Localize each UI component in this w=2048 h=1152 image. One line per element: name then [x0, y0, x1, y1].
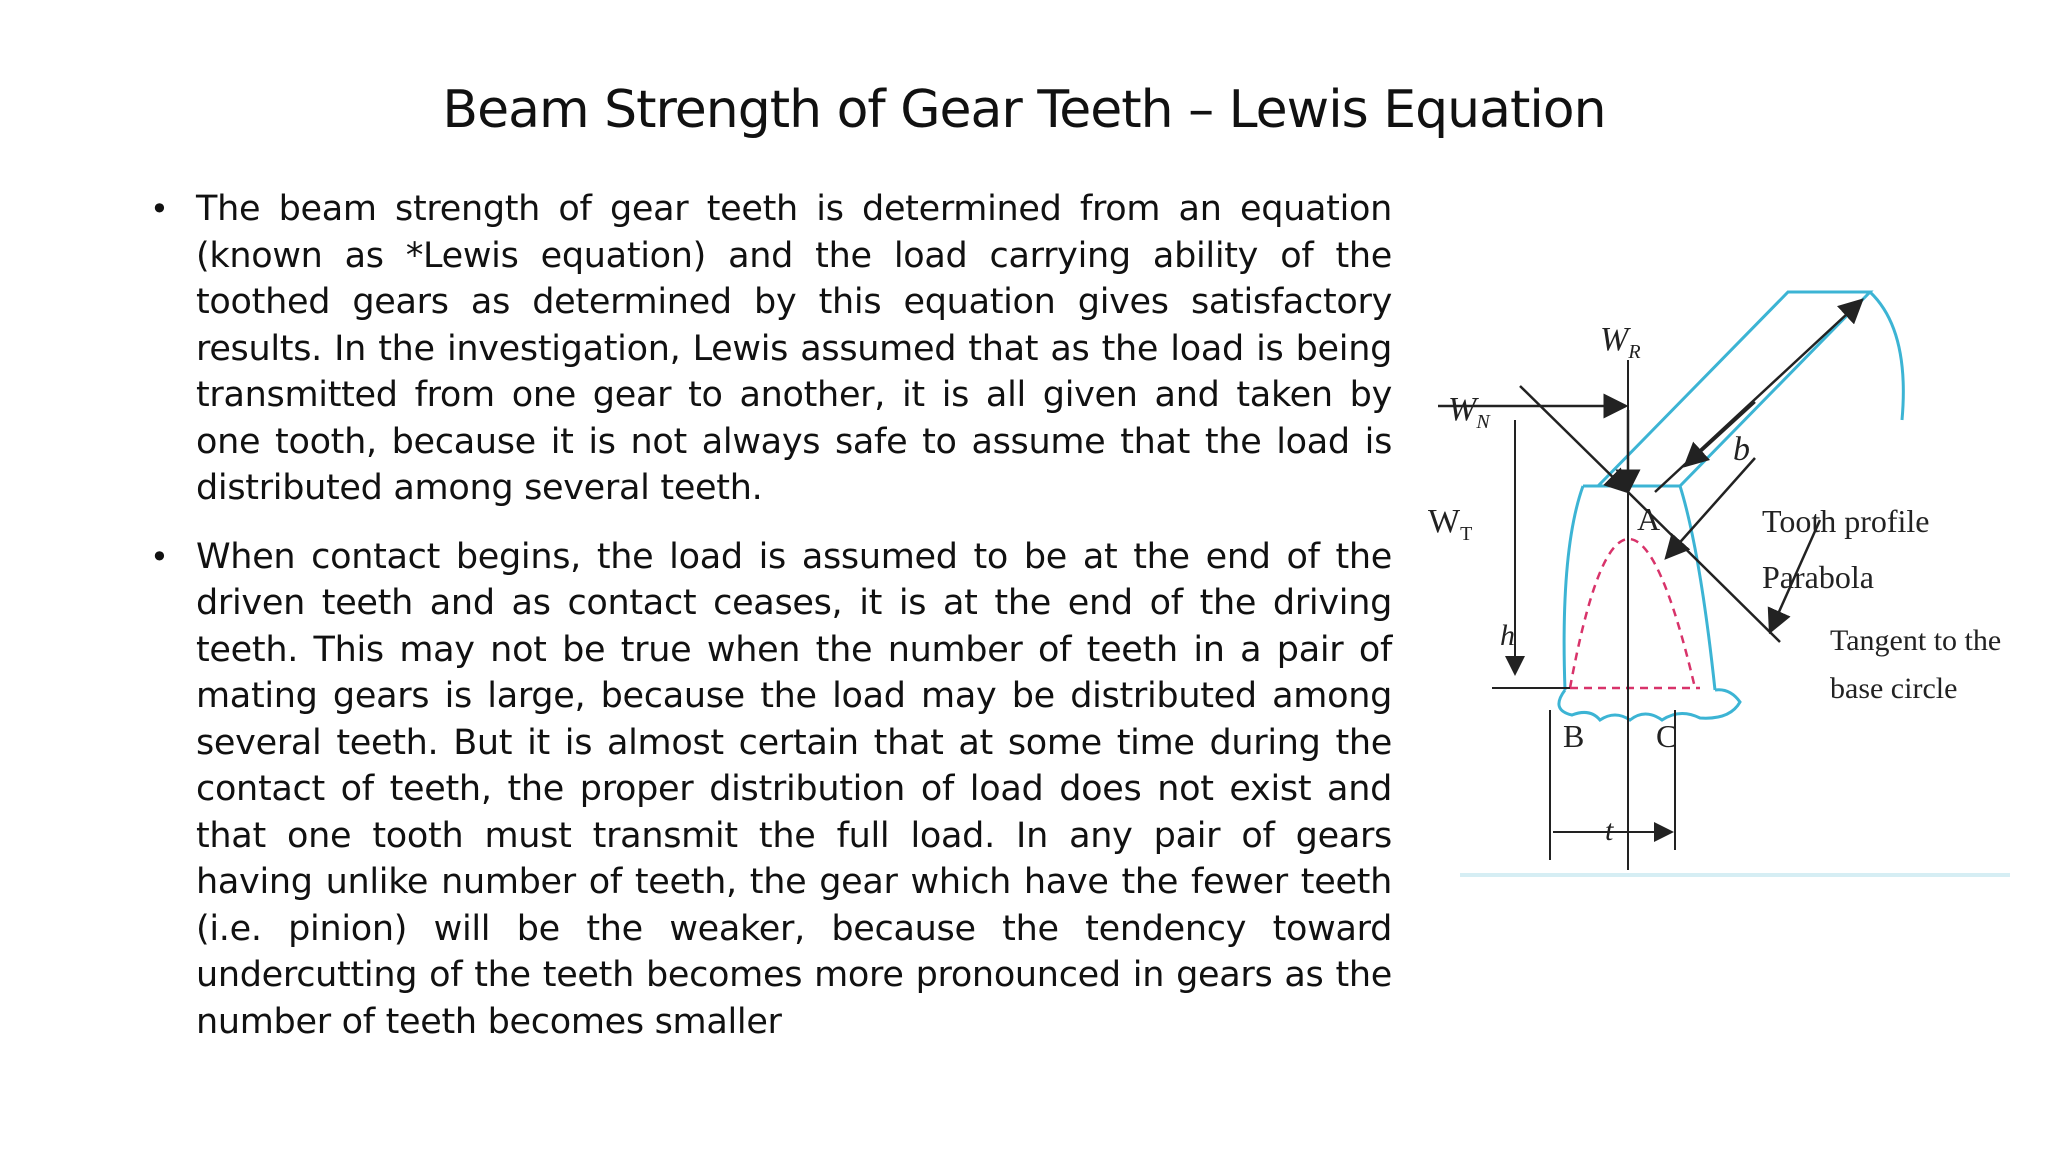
label-wn: $W_N$ — [1448, 391, 1490, 433]
tooth-profile-right — [1680, 486, 1715, 690]
label-h: h — [1500, 619, 1515, 652]
bullet-marker: • — [150, 537, 169, 576]
label-tangent-line2: base circle — [1830, 672, 1958, 705]
bullet-text: The beam strength of gear teeth is determined from an equation (known as *Lewis equation) and the load carrying ability of the toothed gears as determined by this equation gives satisfactory results. In the investigation, Lewis assumed that as the load is being transmitted from one gear to another, it is all given and taken by one tooth, because it is not always safe to assume that the load is distributed among several teeth. — [196, 189, 1392, 508]
label-parabola: Parabola — [1762, 559, 1874, 595]
label-t: t — [1605, 814, 1614, 847]
label-pt-c: C — [1656, 718, 1678, 754]
label-pt-b: B — [1563, 718, 1585, 754]
label-wr: $W_R$ — [1600, 321, 1641, 363]
parabola-curve — [1570, 539, 1695, 688]
wn-force-line — [1520, 386, 1628, 492]
slide-title: Beam Strength of Gear Teeth – Lewis Equation — [442, 80, 1606, 140]
label-tooth-profile: Tooth profile — [1762, 503, 1930, 539]
tooth-profile-left — [1564, 486, 1583, 690]
tooth-edge-curve — [1870, 292, 1903, 420]
bullet-list — [150, 186, 1392, 1067]
label-b-width: b — [1733, 431, 1750, 468]
bullet-item — [150, 534, 1392, 1046]
label-a: A — [1637, 501, 1661, 537]
gear-tooth-diagram — [1400, 270, 2020, 890]
label-tangent-line1: Tangent to the — [1830, 624, 2002, 657]
bullet-item — [150, 186, 1392, 512]
label-wt: $W_T$ — [1428, 503, 1473, 545]
bullet-text: When contact begins, the load is assumed to be at the end of the driven teeth and as contact ceases, it is at the end of the driving teeth. This may not be true when the number of teeth in a pair of mating gears is large, because the load may be distributed among several teeth. But it is almost certain that at some time during the contact of teeth, the proper distribution of load does not exist and that one tooth must transmit the full load. In any pair of gears having unlike number of teeth, the gear which have the fewer teeth (i.e. pinion) will be the weaker, because the tendency toward undercutting of the teeth becomes more pronounced in gears as the number of teeth becomes smaller — [196, 536, 1392, 1042]
parabola-leader — [1666, 458, 1755, 558]
tooth-root — [1559, 690, 1740, 720]
bullet-marker: • — [150, 190, 169, 228]
